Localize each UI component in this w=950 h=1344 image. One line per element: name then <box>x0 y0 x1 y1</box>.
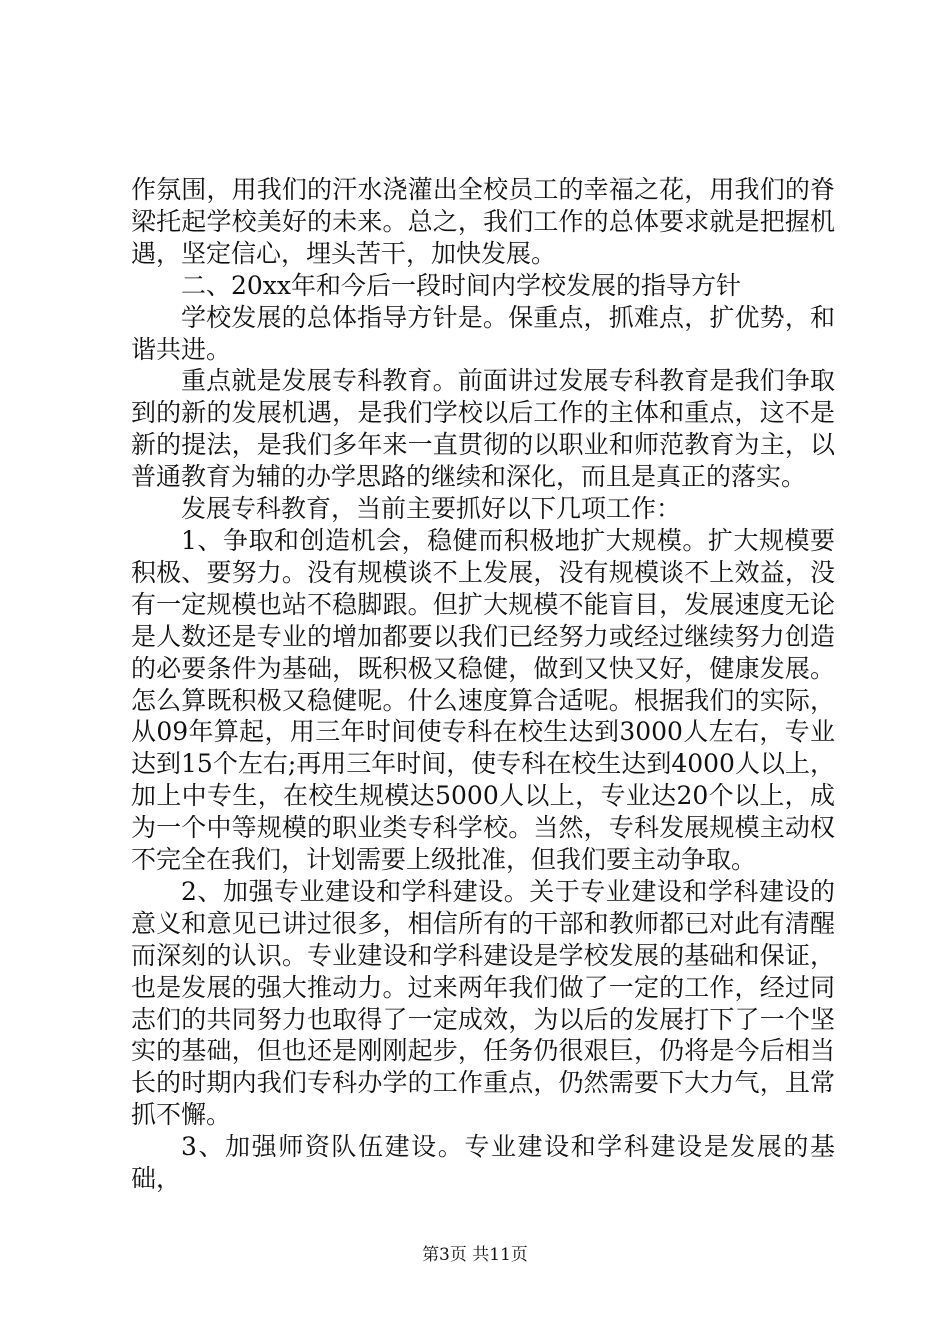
paragraph-1: 作氛围，用我们的汗水浇灌出全校员工的幸福之花，用我们的脊梁托起学校美好的未来。总之，我们工作的总体要求就是把握机遇，坚定信心，埋头苦干，加快发展。 <box>131 175 835 268</box>
paragraph-8: 3、加强师资队伍建设。专业建设和学科建设是发展的基础， <box>131 1132 835 1194</box>
page-footer: 第3页 共11页 <box>422 1245 528 1265</box>
paragraph-3: 学校发展的总体指导方针是。保重点，抓难点，扩优势，和谐共进。 <box>131 302 835 364</box>
paragraph-5: 发展专科教育，当前主要抓好以下几项工作： <box>181 494 682 524</box>
section-heading-2: 二、20xx年和今后一段时间内学校发展的指导方针 <box>181 270 742 300</box>
paragraph-7: 2、加强专业建设和学科建设。关于专业建设和学科建设的意义和意见已讲过很多，相信所有的干部和教师都已对此有清醒而深刻的认识。专业建设和学科建设是学校发展的基础和保证，也是发展的强大推动力。过来两年我们做了一定的工作，经过同志们的共同努力也取得了一定成效，为以后的发展打下了一个坚实的基础，但也还是刚刚起步，任务仍很艰巨，仍将是今后相当长的时期内我们专科办学的工作重点，仍然需要下大力气，且常抓不懈。 <box>131 876 835 1130</box>
document-body <box>131 174 835 1195</box>
paragraph-6: 1、争取和创造机会，稳健而积极地扩大规模。扩大规模要积极、要努力。没有规模谈不上发展，没有规模谈不上效益，没有一定规模也站不稳脚跟。但扩大规模不能盲目，发展速度无论是人数还是专业的增加都要以我们已经努力或经过继续努力创造的必要条件为基础，既积极又稳健，做到又快又好，健康发展。怎么算既积极又稳健呢。什么速度算合适呢。根据我们的实际，从09年算起，用三年时间使专科在校生达到3000人左右，专业达到15个左右;再用三年时间，使专科在校生达到4000人以上，加上中专生，在校生规模达5000人以上，专业达20个以上，成为一个中等规模的职业类专科学校。当然，专科发展规模主动权不完全在我们，计划需要上级批准，但我们要主动争取。 <box>131 525 835 875</box>
paragraph-4: 重点就是发展专科教育。前面讲过发展专科教育是我们争取到的新的发展机遇，是我们学校以后工作的主体和重点，这不是新的提法，是我们多年来一直贯彻的以职业和师范教育为主，以普通教育为辅的办学思路的继续和深化，而且是真正的落实。 <box>131 366 835 492</box>
